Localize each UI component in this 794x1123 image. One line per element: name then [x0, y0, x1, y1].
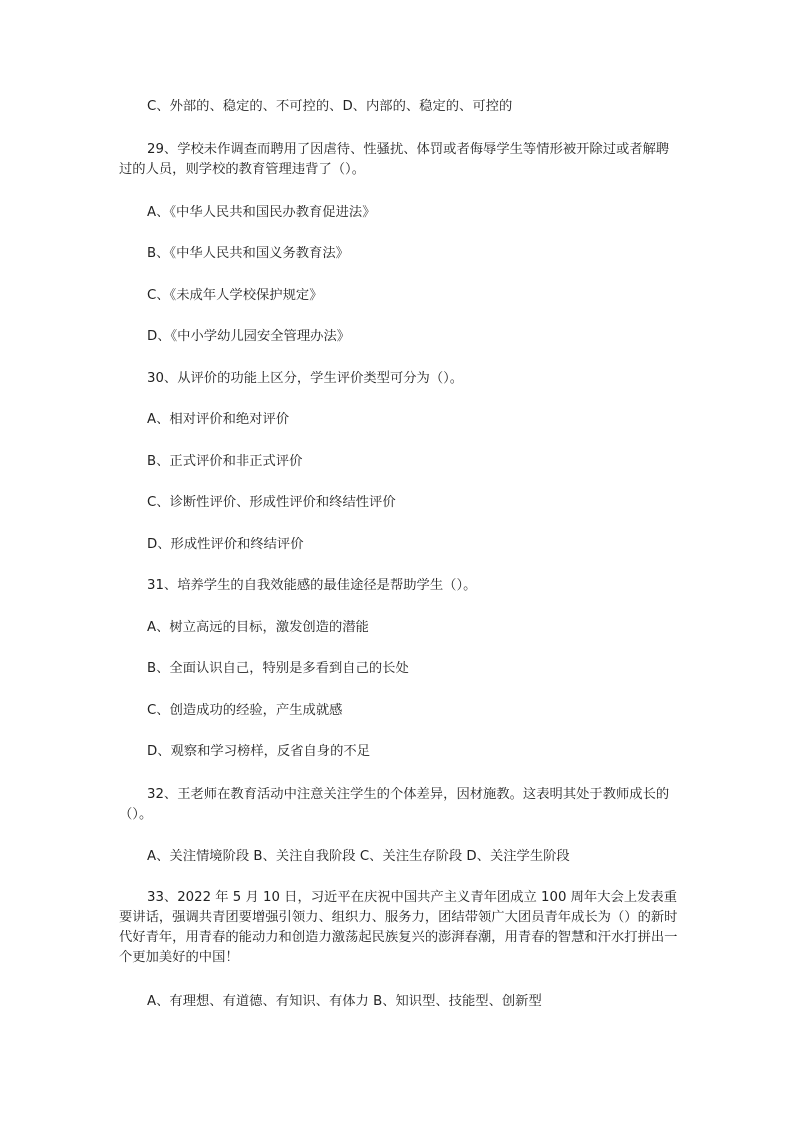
option-b-q31: B、全面认识自己，特别是多看到自己的长处 — [147, 661, 409, 676]
option-b-q30: B、正式评价和非正式评价 — [147, 454, 303, 469]
options-q32: A、关注情境阶段 B、关注自我阶段 C、关注生存阶段 D、关注学生阶段 — [147, 849, 570, 864]
option-c-q28: C、外部的、稳定的、不可控的、D、内部的、稳定的、可控的 — [147, 99, 513, 114]
option-a-q30: A、相对评价和绝对评价 — [147, 412, 290, 427]
question-33: 33、2022 年 5 月 10 日，习近平在庆祝中国共产主义青年团成立 100 周年大会上发表重要讲话，强调共青团要增强引领力、组织力、服务力，团结带领广大团员青年成长为（）的新时代好青年，用青春的能动力和创造力激荡起民族复兴的澎湃春潮，用青春的智慧和汗水打拼出一个更加美好的中国！ — [119, 890, 678, 965]
question-32: 32、王老师在教育活动中注意关注学生的个体差异，因材施教。这表明其处于教师成长的（）。 — [119, 787, 670, 822]
question-31: 31、培养学生的自我效能感的最佳途径是帮助学生（）。 — [147, 578, 477, 593]
option-c-q30: C、诊断性评价、形成性评价和终结性评价 — [147, 495, 396, 510]
option-a-q31: A、树立高远的目标，激发创造的潜能 — [147, 620, 369, 635]
option-d-q31: D、观察和学习榜样，反省自身的不足 — [147, 744, 370, 759]
question-29: 29、学校未作调查而聘用了因虐待、性骚扰、体罚或者侮辱学生等情形被开除过或者解聘过的人员，则学校的教育管理违背了（）。 — [119, 142, 670, 177]
option-d-q29: D、《中小学幼儿园安全管理办法》 — [147, 329, 351, 344]
option-a-q29: A、《中华人民共和国民办教育促进法》 — [147, 205, 376, 220]
options-q33: A、有理想、有道德、有知识、有体力 B、知识型、技能型、创新型 — [147, 994, 542, 1009]
question-30: 30、从评价的功能上区分，学生评价类型可分为（）。 — [147, 371, 464, 386]
option-d-q30: D、形成性评价和终结评价 — [147, 537, 304, 552]
option-b-q29: B、《中华人民共和国义务教育法》 — [147, 246, 349, 261]
option-c-q29: C、《未成年人学校保护规定》 — [147, 288, 323, 303]
option-c-q31: C、创造成功的经验，产生成就感 — [147, 703, 343, 718]
